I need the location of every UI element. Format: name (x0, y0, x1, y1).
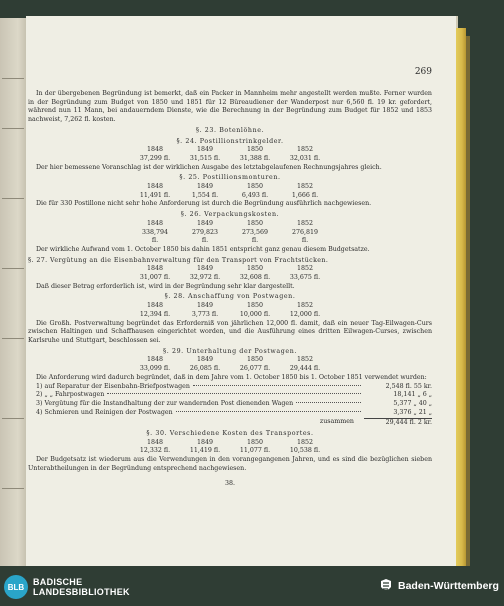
section-29-sum: zusammen 29,444 fl. 2 kr. (319, 418, 432, 427)
section-25-years: 1848 1849 1850 1852 (146, 183, 314, 191)
intro-paragraph: In der übergebenen Begründung ist bemerkt, daß ein Packer in Mannheim mehr angestellt werden mußte. Ferner wurden in der Begründung zum Budget von 1850 und 1851 für 12 Büreaudiener der Wanderpost nur 6,560 fl. 19 kr. gefordert, während nun 11 Mann, bei andauerndem Dienste, wie die Berechnung in der Begründung zum Budget für 1852 und 1853 nachweist, 7,262 fl. kosten. (28, 90, 432, 124)
sheet-signature: 38. (224, 479, 235, 487)
blb-logo-icon[interactable]: BLB (4, 575, 28, 599)
list-item: 4) Schmieren und Reinigen der Postwagen 3,376 „ 21 „ (36, 408, 432, 416)
section-30-values: 12,332 fl. 11,419 fl. 11,077 fl. 10,538 fl. (139, 447, 321, 455)
section-29-text: Die Anforderung wird dadurch begründet, daß in dem Jahre vom 1. October 1850 bis 1. October 1851 verwendet wurden: (36, 373, 427, 381)
page-content (28, 16, 432, 566)
section-30-text: Der Budgetsatz ist wiederum aus die Verwendungen in den vorangegangenen Jahren, und es sind die bezüglichen sieben Unterabtheilungen in der Begründung entsprechend nachgewiesen. (28, 456, 432, 472)
section-27-text: Daß dieser Betrag erforderlich ist, wird in der Begründung sehr klar dargestellt. (36, 282, 295, 290)
page-gilt-edge (456, 28, 466, 566)
section-25-title: §. 25. Postillionsmonturen. (179, 174, 281, 182)
section-25-text: Die für 330 Postillone nicht sehr hohe Anforderung ist durch die Begründung ausführlich nachgewiesen. (36, 200, 372, 208)
section-28-text: Die Großh. Postverwaltung begründet das Erforderniß von jährlichen 12,000 fl. damit, daß ein neuer Tag-Eilwagen-Curs zwischen Haltingen und Schaffhausen eingerichtet worden, und die Ausführung eines dritten Eilwagen-Curses, zwischen Karlsruhe und Stuttgart, beschlossen sei. (28, 319, 432, 344)
blb-library-name[interactable]: BADISCHE LANDESBIBLIOTHEK (33, 577, 130, 597)
baden-wuerttemberg-lion-icon (378, 578, 394, 594)
section-26-values: 338,794 fl. 279,823 fl. 273,569 fl. 276,819 fl. (141, 228, 319, 245)
section-25-values: 11,491 fl. 1,554 fl. 6,493 fl. 1,666 fl. (139, 191, 319, 199)
section-26-title: §. 26. Verpackungskosten. (180, 211, 280, 219)
section-29-values: 33,099 fl. 26,085 fl. 26,077 fl. 29,444 fl. (139, 365, 321, 373)
section-28-values: 12,394 fl. 3,773 fl. 10,000 fl. 12,000 fl. (139, 310, 321, 318)
section-30-title: §. 30. Verschiedene Kosten des Transportes. (146, 430, 314, 438)
list-item: 1) auf Reparatur der Eisenbahn-Briefpostwagen 2,548 fl. 55 kr. (36, 382, 432, 390)
page-body (28, 90, 432, 488)
section-27-title: §. 27. Vergütung an die Eisenbahnverwaltung für den Transport von Frachtstücken. (28, 256, 329, 264)
page-number: 269 (414, 67, 432, 77)
section-24-years: 1848 1849 1850 1852 (146, 146, 314, 154)
section-27-values: 31,007 fl. 32,972 fl. 32,608 fl. 33,675 fl. (139, 274, 321, 282)
section-24-title: §. 24. Postillionstrinkgelder. (176, 137, 284, 145)
section-24-text: Der hier bemessene Voranschlag ist der wirklichen Ausgabe des letztabgelaufenen Rechnungsjahres gleich. (36, 163, 382, 171)
page-edge-shadow (466, 36, 470, 566)
section-29-years: 1848 1849 1850 1852 (146, 356, 314, 364)
list-item: 2) „ „ Fahrpostwagen 18,141 „ 6 „ (36, 391, 432, 399)
section-28-title: §. 28. Anschaffung von Postwagen. (164, 293, 296, 301)
section-26-years: 1848 1849 1850 1852 (146, 219, 314, 227)
baden-wuerttemberg-label[interactable]: Baden-Württemberg (398, 580, 499, 592)
footer-bar (0, 566, 504, 606)
section-30-years: 1848 1849 1850 1852 (146, 438, 314, 446)
section-26-text: Der wirkliche Aufwand vom 1. October 1850 bis dahin 1851 entspricht ganz genau diesem Budgetsatze. (36, 245, 370, 253)
section-28-years: 1848 1849 1850 1852 (146, 302, 314, 310)
section-29-title: §. 29. Unterhaltung der Postwagen. (163, 347, 297, 355)
section-27-years: 1848 1849 1850 1852 (146, 265, 314, 273)
section-24-values: 37,299 fl. 31,515 fl. 31,388 fl. 32,031 fl. (139, 154, 321, 162)
section-23-title: §. 23. Botenlöhne. (195, 126, 265, 134)
list-item: 3) Vergütung für die Instandhaltung der zur wandernden Post dienenden Wagen 5,377 „ 40 „ (36, 399, 432, 407)
